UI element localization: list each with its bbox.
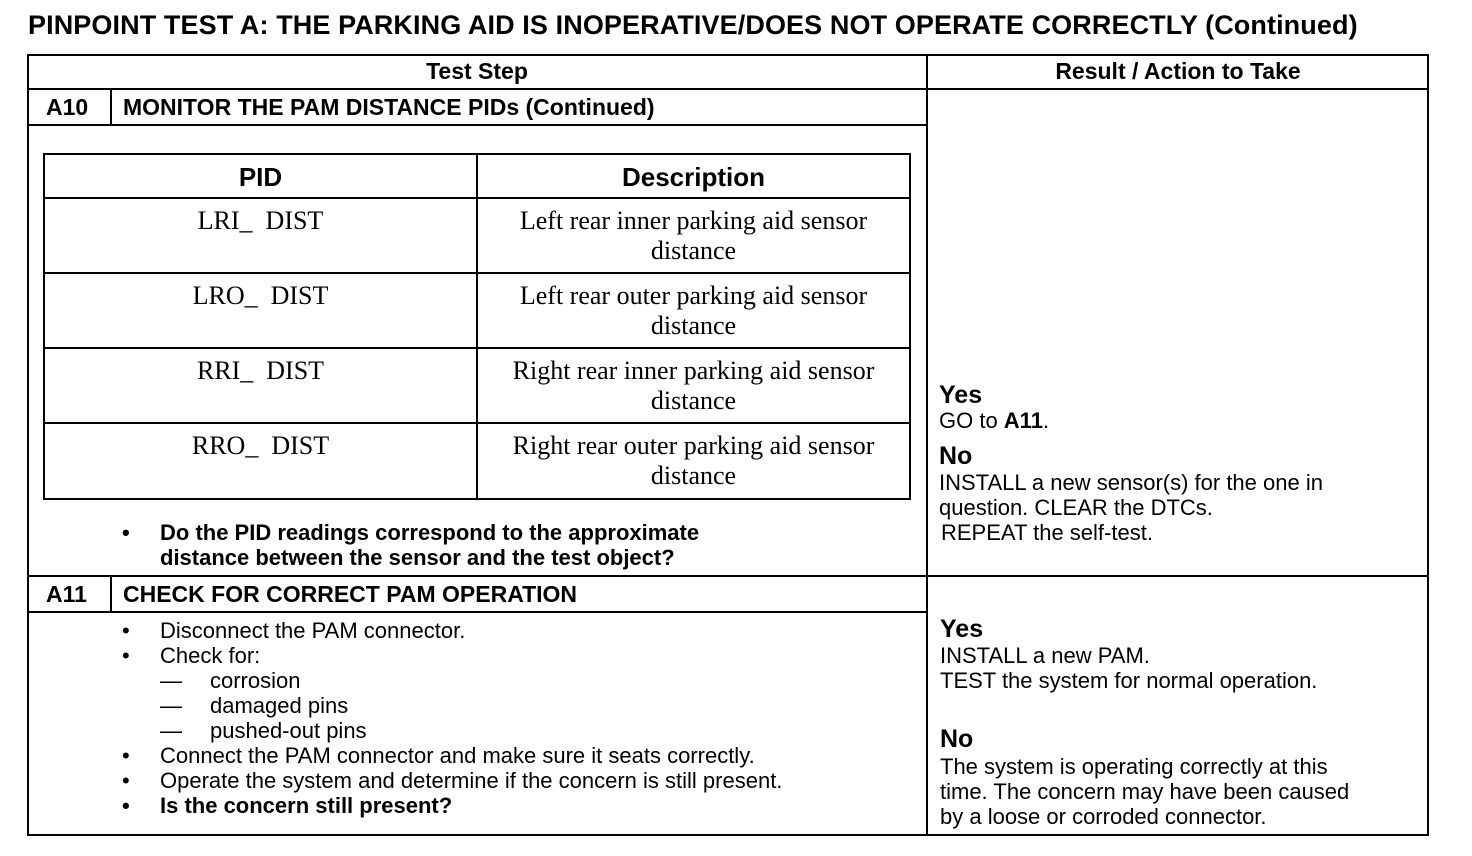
description-line: Left rear inner parking aid sensor xyxy=(519,206,868,235)
bullet: • xyxy=(122,618,130,643)
no-action-line: question. CLEAR the DTCs. xyxy=(939,495,1213,520)
a10-yes-label: Yes xyxy=(939,381,983,409)
desc-col-header: Description xyxy=(621,162,766,192)
no-action-line: time. The concern may have been caused xyxy=(940,779,1350,804)
no-action-line: by a loose or corroded connector. xyxy=(940,804,1267,829)
description-line: Right rear outer parking aid sensor xyxy=(512,431,875,460)
a11-title-divider xyxy=(27,611,927,613)
description-line: Right rear inner parking aid sensor xyxy=(512,356,875,385)
a11-no-action xyxy=(940,754,1349,829)
header-divider xyxy=(27,88,1429,90)
description-cell xyxy=(478,281,909,341)
yes-action-line: INSTALL a new PAM. xyxy=(940,643,1150,668)
a10-question xyxy=(160,520,699,570)
a11-subitem-pushed-out-pins: pushed-out pins xyxy=(210,718,367,743)
yes-action-period: . xyxy=(1042,408,1050,433)
bullet: • xyxy=(122,768,130,793)
a11-item-connect: Connect the PAM connector and make sure it seats correctly. xyxy=(160,743,755,768)
no-action-line: REPEAT the self-test. xyxy=(941,520,1153,545)
a10-title-divider xyxy=(27,124,927,126)
description-cell xyxy=(478,206,909,266)
step-a10-title: MONITOR THE PAM DISTANCE PIDs (Continued) xyxy=(123,94,655,120)
header-result: Result / Action to Take xyxy=(1055,58,1301,84)
column-divider xyxy=(926,54,928,836)
a11-question: Is the concern still present? xyxy=(160,793,453,818)
bullet: • xyxy=(122,520,130,545)
step-divider xyxy=(27,575,1429,577)
a11-no-label: No xyxy=(940,725,974,753)
a10-no-label: No xyxy=(939,442,973,470)
step-a11-title: CHECK FOR CORRECT PAM OPERATION xyxy=(123,581,578,607)
description-cell xyxy=(478,356,909,416)
a11-id-divider xyxy=(110,575,112,613)
step-a11-id: A11 xyxy=(46,581,87,607)
pid-cell: LRO_ DIST xyxy=(192,281,329,310)
description-cell xyxy=(478,431,909,491)
question-line: Do the PID readings correspond to the approximate xyxy=(160,520,700,545)
a11-yes-action xyxy=(940,643,1317,693)
page-title: PINPOINT TEST A: THE PARKING AID IS INOPERATIVE/DOES NOT OPERATE CORRECTLY (Continued) xyxy=(28,10,1358,40)
a10-yes-action xyxy=(939,408,1049,433)
step-a10-id: A10 xyxy=(46,94,89,120)
bullet: • xyxy=(122,793,130,818)
pid-table-header-divider xyxy=(43,197,911,199)
dash: — xyxy=(160,693,182,718)
description-line: distance xyxy=(650,461,737,490)
dash: — xyxy=(160,668,182,693)
pid-cell: RRO_ DIST xyxy=(191,431,330,460)
pid-row-divider xyxy=(43,272,911,274)
header-test-step: Test Step xyxy=(426,58,528,84)
a11-item-disconnect: Disconnect the PAM connector. xyxy=(160,618,466,643)
pid-row-divider xyxy=(43,347,911,349)
pid-cell: LRI_ DIST xyxy=(197,206,324,235)
description-line: distance xyxy=(650,386,737,415)
description-line: distance xyxy=(650,236,737,265)
no-action-line: The system is operating correctly at this xyxy=(940,754,1328,779)
yes-action-text: GO to xyxy=(939,408,1004,433)
step-reference-a11: A11 xyxy=(1003,408,1043,433)
a10-no-action xyxy=(939,470,1323,545)
a10-id-divider xyxy=(110,88,112,126)
pid-cell: RRI_ DIST xyxy=(196,356,325,385)
a11-subitem-damaged-pins: damaged pins xyxy=(210,693,349,718)
pid-col-header: PID xyxy=(238,162,283,192)
yes-action-line: TEST the system for normal operation. xyxy=(940,668,1318,693)
bullet: • xyxy=(122,643,130,668)
bullet: • xyxy=(122,743,130,768)
description-line: distance xyxy=(650,311,737,340)
no-action-line: INSTALL a new sensor(s) for the one in xyxy=(939,470,1323,495)
dash: — xyxy=(160,718,182,743)
description-line: Left rear outer parking aid sensor xyxy=(519,281,868,310)
a11-yes-label: Yes xyxy=(940,615,984,643)
a11-item-check-for: Check for: xyxy=(160,643,261,668)
a11-subitem-corrosion: corrosion xyxy=(210,668,301,693)
pid-row-divider xyxy=(43,422,911,424)
question-line: distance between the sensor and the test object? xyxy=(160,545,675,570)
a11-item-operate: Operate the system and determine if the concern is still present. xyxy=(160,768,783,793)
